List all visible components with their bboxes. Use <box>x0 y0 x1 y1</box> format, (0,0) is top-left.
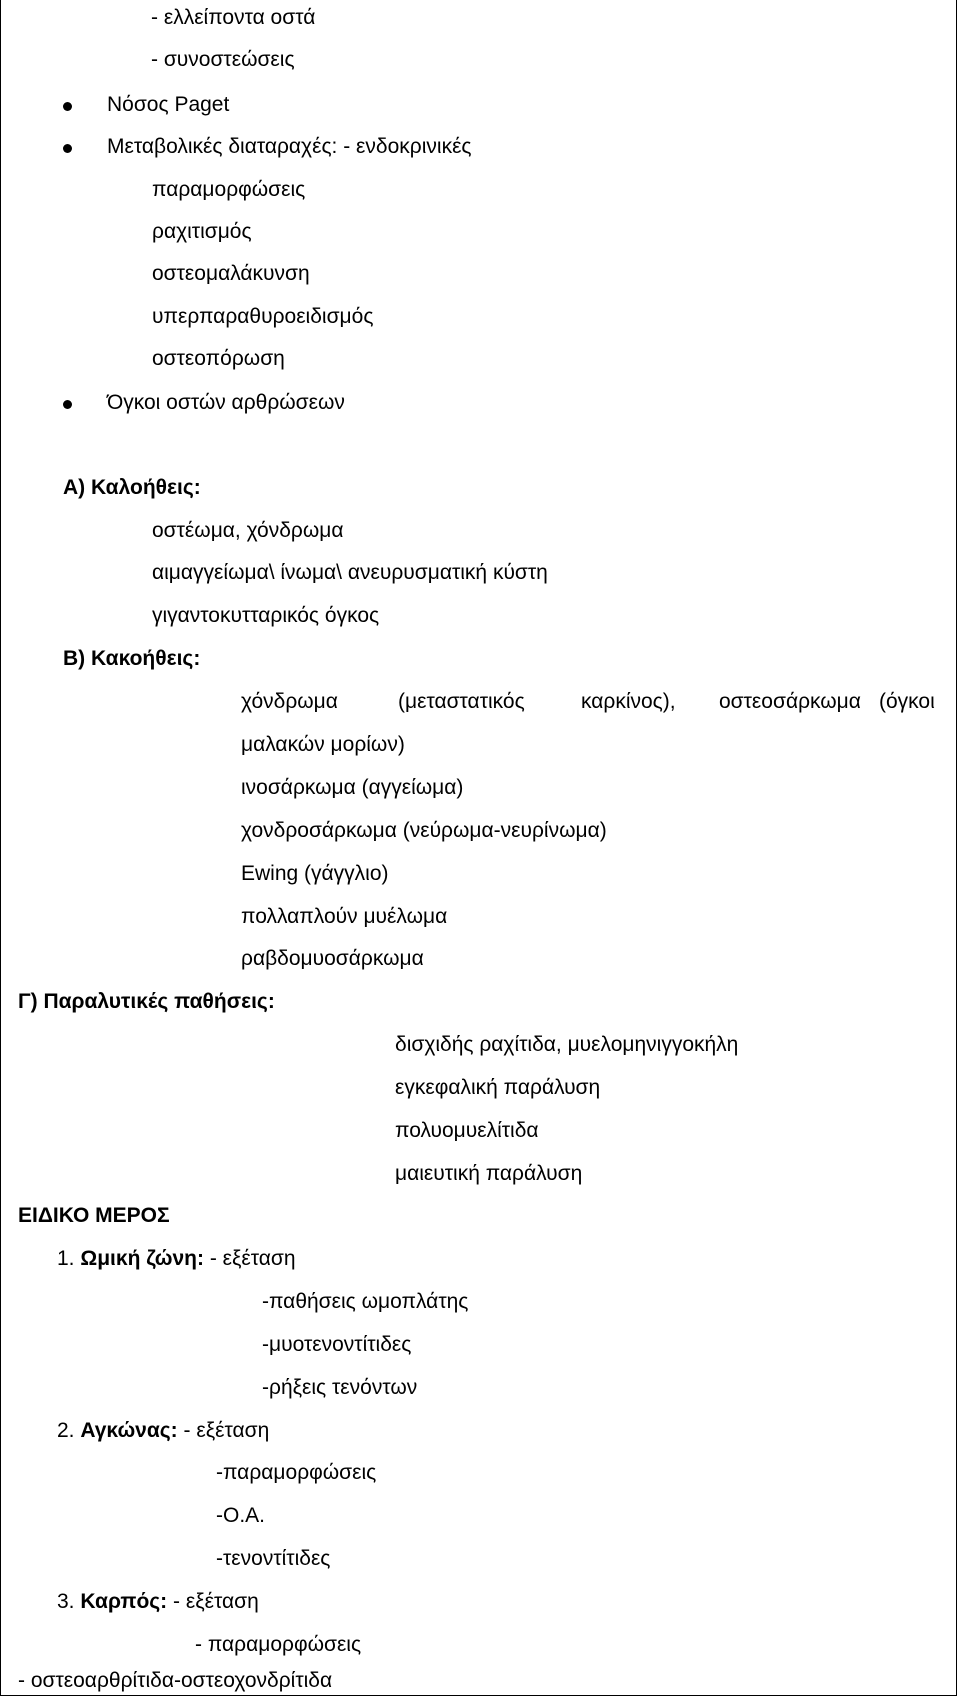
bullet-icon <box>63 102 72 111</box>
text-line: - συνοστεώσεις <box>151 48 295 71</box>
text-line: Όγκοι οστών αρθρώσεων <box>107 391 345 414</box>
item-title: Καρπός: <box>80 1590 168 1613</box>
text-line: υπερπαραθυροειδισμός <box>152 305 374 328</box>
text-line: -Ο.Α. <box>216 1504 266 1527</box>
text-line: (μεταστατικός <box>398 690 525 713</box>
text-line: οστεοσάρκωμα <box>719 690 861 713</box>
text-line: χόνδρωμα <box>241 690 338 713</box>
item-number: 2. <box>57 1419 81 1442</box>
text-line: Νόσος Paget <box>107 93 230 116</box>
text-line: μαιευτική παράλυση <box>395 1162 583 1185</box>
item-text: - εξέταση <box>177 1419 270 1442</box>
text-line: πολλαπλούν μυέλωμα <box>241 905 448 928</box>
text-line: - παραμορφώσεις <box>195 1633 362 1656</box>
text-line: γιγαντοκυτταρικός όγκος <box>152 604 380 627</box>
text-line: ινοσάρκωμα (αγγείωμα) <box>241 776 464 799</box>
text-line: καρκίνος), <box>581 690 676 713</box>
text-line: -παραμορφώσεις <box>216 1461 377 1484</box>
text-line: - οστεοαρθρίτιδα-οστεοχονδρίτιδα <box>18 1669 333 1692</box>
text-line: -μυοτενοντίτιδες <box>262 1333 412 1356</box>
numbered-item <box>57 1417 269 1445</box>
text-line: Ewing (γάγγλιο) <box>241 862 389 885</box>
text-line: (όγκοι <box>879 690 935 713</box>
bullet-icon <box>63 400 72 409</box>
section-heading: Β) Κακοήθεις: <box>63 647 201 670</box>
bullet-icon <box>63 144 72 153</box>
text-line: παραμορφώσεις <box>152 178 306 201</box>
text-line: -ρήξεις τενόντων <box>262 1376 418 1399</box>
text-line: οστεοπόρωση <box>152 347 285 370</box>
section-heading: ΕΙΔΙΚΟ ΜΕΡΟΣ <box>18 1204 170 1227</box>
text-line: -τενοντίτιδες <box>216 1547 331 1570</box>
item-text: - εξέταση <box>203 1247 296 1270</box>
text-line: ραχιτισμός <box>152 220 252 243</box>
numbered-item <box>57 1245 296 1273</box>
text-line: πολυομυελίτιδα <box>395 1119 539 1142</box>
text-line: -παθήσεις ωμοπλάτης <box>262 1290 469 1313</box>
text-line: ραβδομυοσάρκωμα <box>241 947 424 970</box>
text-line: οστέωμα, χόνδρωμα <box>152 519 344 542</box>
item-number: 1. <box>57 1247 81 1270</box>
text-line: δισχιδής ραχίτιδα, μυελομηνιγγοκήλη <box>395 1033 739 1056</box>
text-line: - ελλείποντα οστά <box>151 6 316 29</box>
text-line: αιμαγγείωμα\ ίνωμα\ ανευρυσματική κύστη <box>152 561 548 584</box>
section-heading: Α) Καλοήθεις: <box>63 476 201 499</box>
text-line: οστεομαλάκυνση <box>152 262 310 285</box>
text-line: χονδροσάρκωμα (νεύρωμα-νευρίνωμα) <box>241 819 607 842</box>
item-title: Αγκώνας: <box>80 1419 178 1442</box>
text-line: εγκεφαλική παράλυση <box>395 1076 601 1099</box>
item-number: 3. <box>57 1590 81 1613</box>
item-text: - εξέταση <box>167 1590 259 1613</box>
item-title: Ωμική ζώνη: <box>80 1247 204 1270</box>
section-heading: Γ) Παραλυτικές παθήσεις: <box>18 990 275 1013</box>
numbered-item <box>57 1588 259 1616</box>
text-line: Μεταβολικές διαταραχές: - ενδοκρινικές <box>107 135 472 158</box>
text-line: μαλακών μορίων) <box>241 733 405 756</box>
